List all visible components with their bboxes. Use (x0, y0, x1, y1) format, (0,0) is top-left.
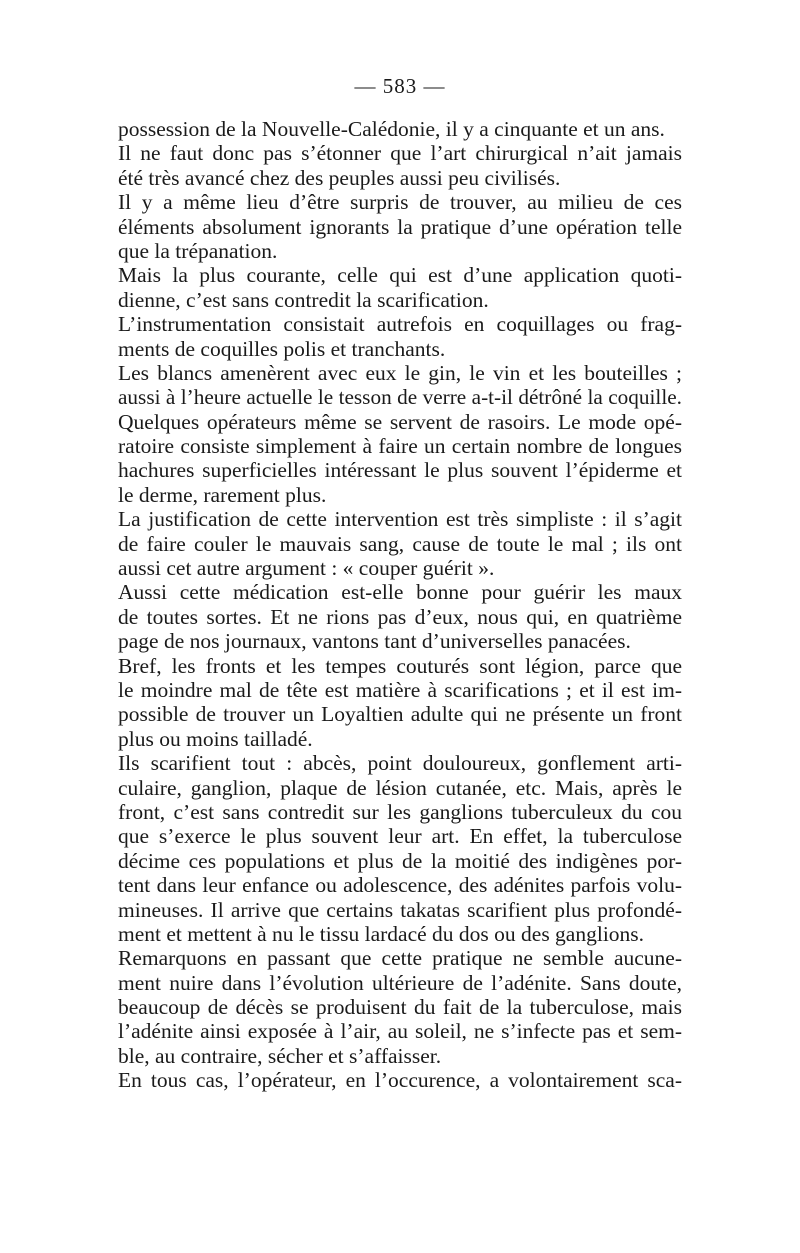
text-line: ment nuire dans l’évolution ultérieure de l’adénite. Sans doute, (118, 970, 682, 995)
text-line: été très avancé chez des peuples aussi peu civilisés. (118, 165, 561, 190)
text-line: beaucoup de décès se produisent du fait de la tuberculose, mais (118, 995, 682, 1020)
text-line: Il ne faut donc pas s’étonner que l’art chirurgical n’ait jamais (118, 141, 682, 166)
text-line: La justification de cette intervention est très simpliste : il s’agit (118, 507, 682, 532)
text-line: le moindre mal de tête est matière à scarifications ; et il est im- (118, 677, 682, 702)
text-line: ble, au contraire, sécher et s’affaisser. (118, 1043, 442, 1068)
text-line: L’instrumentation consistait autrefois en coquillages ou frag- (118, 312, 682, 337)
text-line: ratoire consiste simplement à faire un certain nombre de longues (118, 434, 682, 459)
text-line: décime ces populations et plus de la moitié des indigènes por- (118, 848, 682, 873)
text-line: Les blancs amenèrent avec eux le gin, le vin et les bouteilles ; (118, 360, 682, 385)
text-line: Aussi cette médication est-elle bonne pour guérir les maux (118, 580, 682, 605)
text-line: éléments absolument ignorants la pratique d’une opération telle (118, 214, 682, 239)
text-line: page de nos journaux, vantons tant d’universelles panacées. (118, 629, 631, 654)
text-line: ments de coquilles polis et tranchants. (118, 336, 446, 361)
text-line: ment et mettent à nu le tissu lardacé du dos ou des ganglions. (118, 921, 645, 946)
text-line: dienne, c’est sans contredit la scarification. (118, 287, 489, 312)
text-line: Bref, les fronts et les tempes couturés sont légion, parce que (118, 653, 682, 678)
text-line: hachures superficielles intéressant le plus souvent l’épiderme et (118, 458, 682, 483)
body-text (118, 117, 682, 1093)
text-line: de faire couler le mauvais sang, cause de toute le mal ; ils ont (118, 531, 682, 556)
text-line: En tous cas, l’opérateur, en l’occurence, a volontairement sca- (118, 1068, 682, 1093)
text-line: l’adénite ainsi exposée à l’air, au soleil, ne s’infecte pas et sem- (118, 1019, 682, 1044)
text-line: tent dans leur enfance ou adolescence, des adénites parfois volu- (118, 873, 682, 898)
text-line: que la trépanation. (118, 238, 278, 263)
page-number: — 583 — (354, 74, 446, 98)
text-line: plus ou moins tailladé. (118, 726, 313, 751)
text-line: Il y a même lieu d’être surpris de trouver, au milieu de ces (118, 190, 682, 215)
text-line: que s’exerce le plus souvent leur art. En effet, la tuberculose (118, 824, 682, 849)
text-line: le derme, rarement plus. (118, 482, 327, 507)
text-line: possible de trouver un Loyaltien adulte qui ne présente un front (118, 702, 682, 727)
text-line: mineuses. Il arrive que certains takatas scarifient plus profondé- (118, 897, 682, 922)
text-line: Ils scarifient tout : abcès, point douloureux, gonflement arti- (118, 751, 682, 776)
text-line: culaire, ganglion, plaque de lésion cutanée, etc. Mais, après le (118, 775, 682, 800)
text-line: aussi cet autre argument : « couper guérit ». (118, 556, 495, 581)
text-line: de toutes sortes. Et ne rions pas d’eux, nous qui, en quatrième (118, 604, 682, 629)
text-line: aussi à l’heure actuelle le tesson de verre a-t-il détrôné la coquille. (118, 385, 682, 410)
text-line: Quelques opérateurs même se servent de rasoirs. Le mode opé- (118, 409, 682, 434)
text-line: Mais la plus courante, celle qui est d’une application quoti- (118, 263, 682, 288)
text-line: front, c’est sans contredit sur les ganglions tuberculeux du cou (118, 799, 682, 824)
text-line: Remarquons en passant que cette pratique ne semble aucune- (118, 946, 682, 971)
text-line: possession de la Nouvelle-Calédonie, il y a cinquante et un ans. (118, 117, 665, 141)
